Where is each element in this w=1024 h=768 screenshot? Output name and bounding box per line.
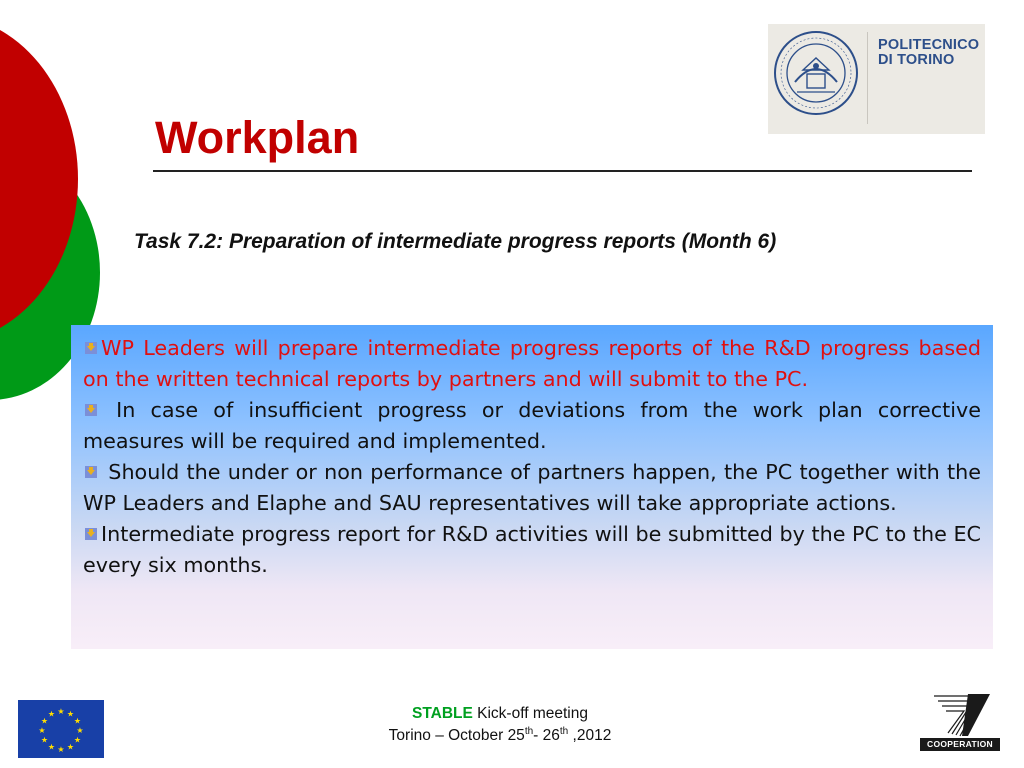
arrow-bullet-icon bbox=[83, 526, 99, 542]
svg-text:★: ★ bbox=[66, 742, 75, 752]
university-seal-icon bbox=[773, 30, 859, 116]
footer-sup-1: th bbox=[524, 726, 534, 737]
footer bbox=[330, 703, 670, 747]
university-logo bbox=[768, 24, 985, 134]
footer-sup-2: th bbox=[559, 726, 569, 737]
footer-location: Torino – October 25 bbox=[388, 727, 525, 744]
content-box bbox=[71, 325, 993, 649]
svg-text:★: ★ bbox=[57, 745, 65, 754]
footer-line1 bbox=[330, 703, 670, 725]
page-title: Workplan bbox=[155, 112, 360, 163]
svg-text:★: ★ bbox=[57, 707, 65, 716]
bullet-item bbox=[83, 395, 981, 457]
bullet-text: Intermediate progress report for R&D activities will be submitted by the PC to the EC every six months. bbox=[83, 522, 981, 577]
title-underline bbox=[153, 170, 972, 172]
footer-year: ,2012 bbox=[568, 727, 612, 744]
svg-text:★: ★ bbox=[73, 716, 82, 726]
bullet-item bbox=[83, 457, 981, 519]
arrow-bullet-icon bbox=[83, 402, 99, 418]
eu-flag-icon bbox=[18, 700, 104, 758]
svg-text:★: ★ bbox=[38, 726, 46, 735]
university-name-line1: POLITECNICO bbox=[878, 37, 980, 53]
task-heading: Task 7.2: Preparation of intermediate progress reports (Month 6) bbox=[134, 230, 777, 253]
bullet-item bbox=[83, 333, 981, 395]
bullet-item bbox=[83, 519, 981, 581]
university-name-line2: DI TORINO bbox=[878, 52, 955, 68]
svg-text:★: ★ bbox=[40, 735, 49, 745]
svg-text:★: ★ bbox=[47, 709, 56, 719]
svg-text:★: ★ bbox=[76, 726, 84, 735]
bullet-text: Should the under or non performance of partners happen, the PC together with the WP Leaders and Elaphe and SAU representatives will take appropriate actions. bbox=[83, 460, 981, 515]
bullet-text: In case of insufficient progress or deviations from the work plan corrective measures will be required and implemented. bbox=[83, 398, 981, 453]
svg-text:★: ★ bbox=[73, 735, 82, 745]
arrow-bullet-icon bbox=[83, 464, 99, 480]
svg-text:★: ★ bbox=[66, 709, 75, 719]
footer-brand: STABLE bbox=[411, 705, 473, 722]
bullet-text: WP Leaders will prepare intermediate progress reports of the R&D progress based on the written technical reports by partners and will submit to the PC. bbox=[83, 336, 981, 391]
fp7-caption: COOPERATION bbox=[920, 738, 1000, 751]
arrow-bullet-icon bbox=[83, 340, 99, 356]
svg-text:★: ★ bbox=[40, 716, 49, 726]
logo-divider bbox=[867, 32, 868, 124]
bullet-list bbox=[71, 325, 993, 581]
footer-line2 bbox=[330, 725, 670, 747]
footer-date-sep: - 26 bbox=[533, 727, 560, 744]
footer-event: Kick-off meeting bbox=[472, 705, 588, 722]
svg-text:★: ★ bbox=[47, 742, 56, 752]
university-name bbox=[878, 38, 979, 68]
